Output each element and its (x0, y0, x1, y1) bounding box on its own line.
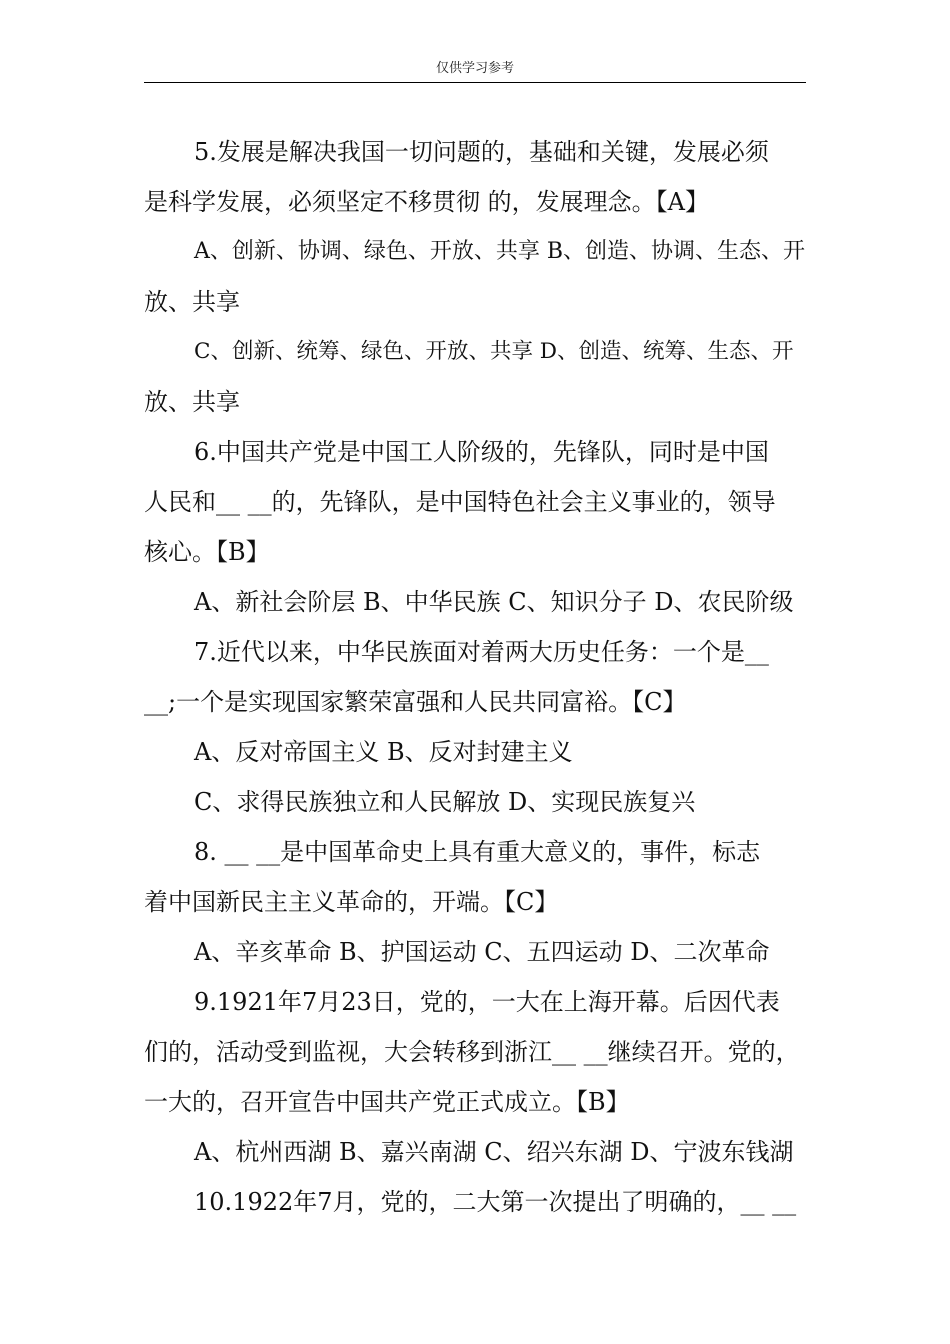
page-header: 仅供学习参考 (435, 61, 514, 76)
text-line: 着中国新民主主义革命的，开端。【C】 (144, 888, 559, 916)
document-body (144, 127, 806, 1227)
text-line: 放、共享 (144, 388, 240, 416)
text-line: A、杭州西湖 B、嘉兴南湖 C、绍兴东湖 D、宁波东钱湖 (194, 1138, 794, 1166)
text-line: 9.1921年7月23日，党的，一大在上海开幕。后因代表 (194, 988, 780, 1016)
text-line: __;一个是实现国家繁荣富强和人民共同富裕。【C】 (144, 688, 687, 716)
text-line: 8. __ __是中国革命史上具有重大意义的，事件，标志 (194, 838, 761, 866)
text-line: A、新社会阶层 B、中华民族 C、知识分子 D、农民阶级 (194, 588, 794, 616)
text-line: C、求得民族独立和人民解放 D、实现民族复兴 (194, 788, 696, 816)
text-line: 核心。【B】 (144, 538, 270, 566)
text-line: 放、共享 (144, 288, 240, 316)
text-line: 6.中国共产党是中国工人阶级的，先锋队，同时是中国 (194, 438, 769, 466)
text-line: A、创新、协调、绿色、开放、共享 B、创造、协调、生态、开 (194, 239, 806, 264)
text-line: A、辛亥革命 B、护国运动 C、五四运动 D、二次革命 (194, 938, 770, 966)
text-line: A、反对帝国主义 B、反对封建主义 (194, 738, 573, 766)
text-line: 7.近代以来，中华民族面对着两大历史任务：一个是__ (194, 638, 769, 666)
text-line: 10.1922年7月，党的，二大第一次提出了明确的，__ __ (194, 1188, 797, 1216)
header-rule (144, 82, 806, 83)
text-line: 5.发展是解决我国一切问题的，基础和关键，发展必须 (194, 138, 769, 166)
text-line: 们的，活动受到监视，大会转移到浙江__ __继续召开。党的， (144, 1038, 800, 1066)
text-line: C、创新、统筹、绿色、开放、共享 D、创造、统筹、生态、开 (194, 339, 794, 364)
text-line: 一大的，召开宣告中国共产党正式成立。【B】 (144, 1088, 630, 1116)
text-line: 人民和__ __的，先锋队，是中国特色社会主义事业的，领导 (144, 488, 776, 516)
text-line: 是科学发展，必须坚定不移贯彻 的，发展理念。【A】 (144, 188, 709, 216)
